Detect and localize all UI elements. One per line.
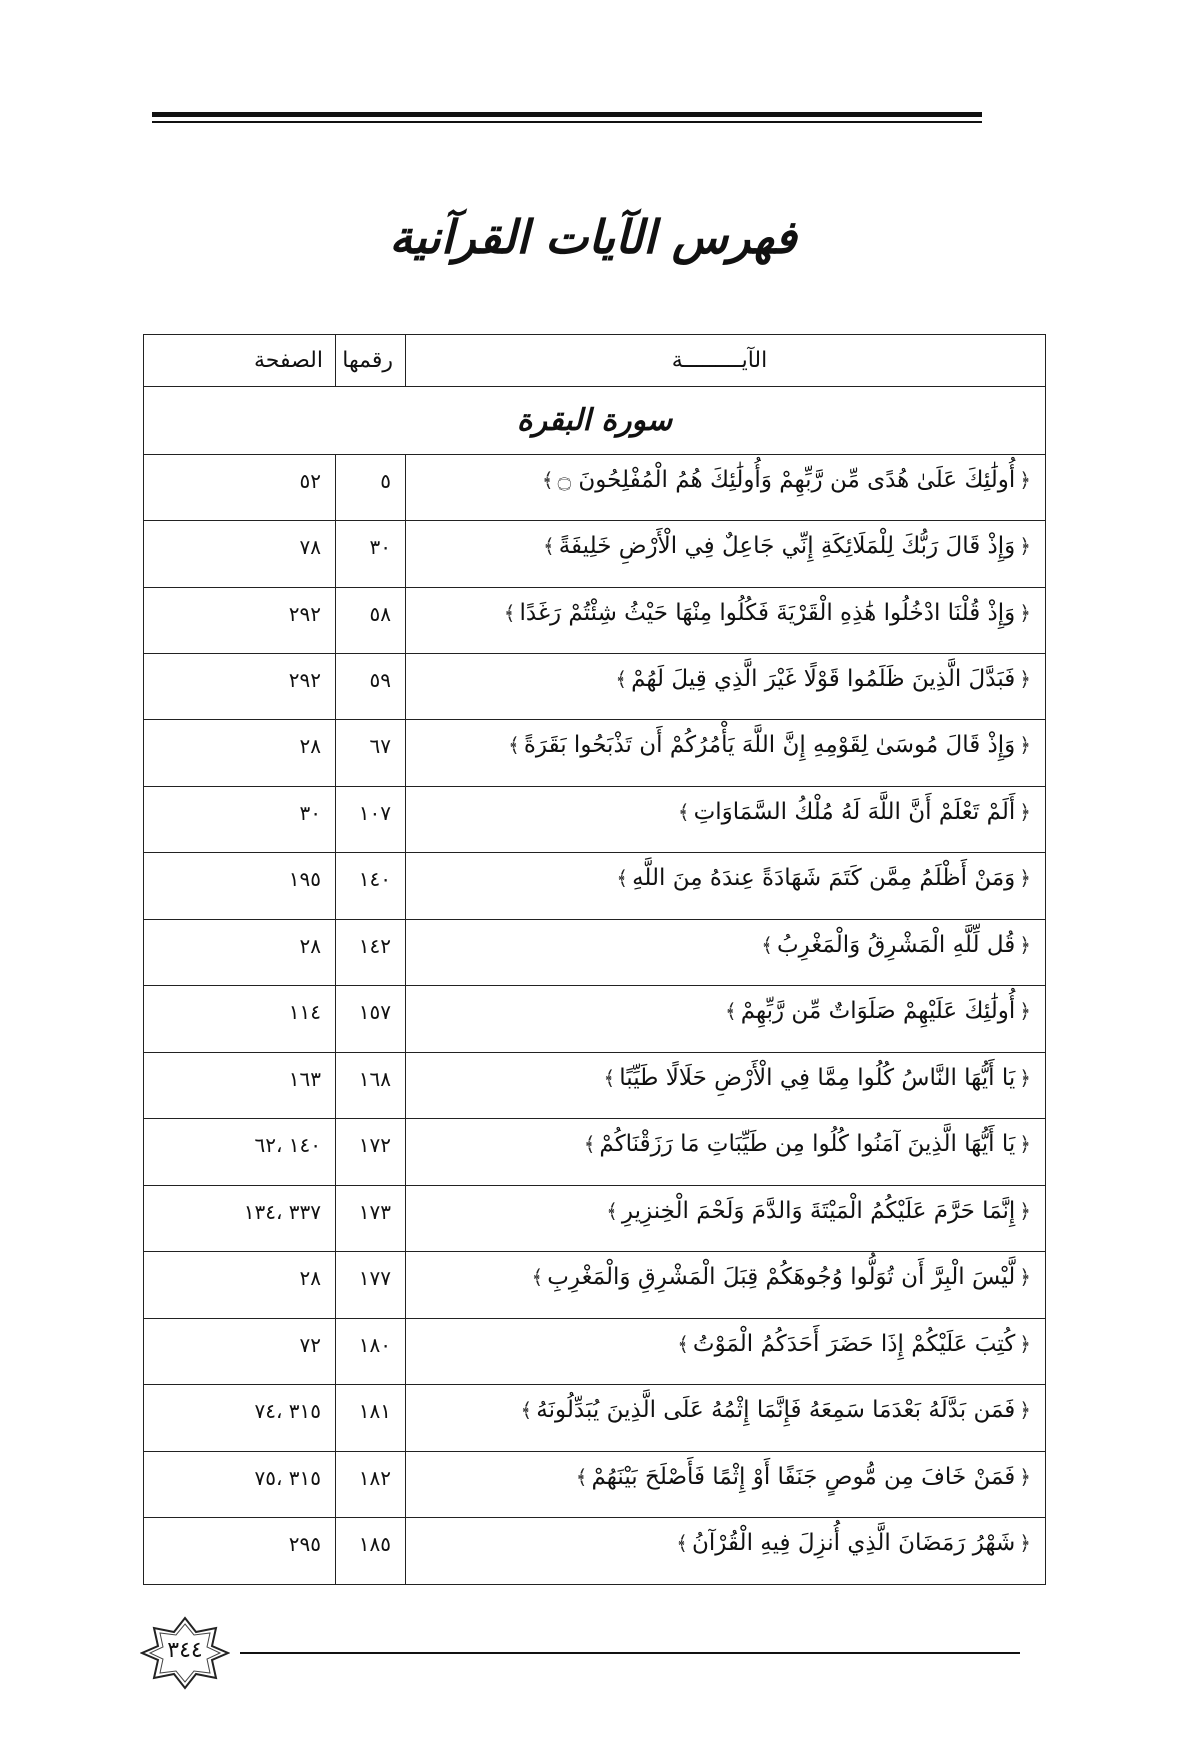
ornate-bracket-open: ﴿ bbox=[1019, 667, 1031, 691]
page-reference-cell: ٢٨ bbox=[144, 919, 336, 985]
ornate-bracket-open: ﴿ bbox=[1019, 1531, 1031, 1556]
ornate-bracket-close: ﴾ bbox=[503, 600, 516, 625]
ornate-bracket-close: ﴾ bbox=[542, 534, 555, 559]
ayah-text: يَا أَيُّهَا الَّذِينَ آمَنُوا كُلُوا مِن طَيِّبَاتِ مَا رَزَقْنَاكُمْ bbox=[599, 1131, 1016, 1158]
ayah-text: وَمَنْ أَظْلَمُ مِمَّن كَتَمَ شَهَادَةً عِندَهُ مِنَ اللَّهِ bbox=[632, 865, 1016, 892]
ayah-text: فَمَنْ خَافَ مِن مُّوصٍ جَنَفًا أَوْ إِثْمًا فَأَصْلَحَ بَيْنَهُمْ bbox=[591, 1463, 1016, 1490]
table-row bbox=[144, 919, 1046, 985]
ornate-bracket-close: ﴾ bbox=[603, 1065, 616, 1090]
ayah-text: شَهْرُ رَمَضَانَ الَّذِي أُنزِلَ فِيهِ الْقُرْآنُ bbox=[691, 1530, 1016, 1557]
page-title: فهرس الآيات القرآنية bbox=[389, 210, 797, 264]
page-reference-cell: ٧٢ bbox=[144, 1318, 336, 1384]
ayah-text: لَّيْسَ الْبِرَّ أَن تُوَلُّوا وُجُوهَكُمْ قِبَلَ الْمَشْرِقِ وَالْمَغْرِبِ bbox=[547, 1264, 1016, 1291]
ayah-cell bbox=[406, 1318, 1046, 1384]
table-row bbox=[144, 1318, 1046, 1384]
ayah-text: أُولَٰئِكَ عَلَيْهِمْ صَلَوَاتٌ مِّن رَّبِّهِمْ bbox=[740, 998, 1016, 1025]
page-reference-cell: ٣١٥ ،٧٥ bbox=[144, 1451, 336, 1517]
ornate-bracket-open: ﴿ bbox=[1019, 534, 1031, 559]
page-reference-cell: ٢٩٢ bbox=[144, 587, 336, 653]
table-row bbox=[144, 1119, 1046, 1185]
ornate-bracket-close: ﴾ bbox=[677, 799, 690, 824]
table-row bbox=[144, 454, 1046, 520]
page-reference-cell: ٢٨ bbox=[144, 720, 336, 786]
page-reference-cell: ٣٣٧ ،١٣٤ bbox=[144, 1185, 336, 1251]
ayah-cell bbox=[406, 1185, 1046, 1251]
surah-heading-row bbox=[144, 387, 1046, 455]
header-rule-thin bbox=[152, 121, 982, 123]
ayah-number-cell: ٥ bbox=[336, 454, 406, 520]
ornate-bracket-close: ﴾ bbox=[616, 866, 629, 891]
table-header-row bbox=[144, 335, 1046, 387]
ornate-bracket-close: ﴾ bbox=[677, 1331, 689, 1356]
page-reference-cell: ٣١٥ ،٧٤ bbox=[144, 1385, 336, 1451]
ayah-cell bbox=[406, 786, 1046, 852]
ayah-cell bbox=[406, 853, 1046, 919]
page-reference-cell: ١٦٣ bbox=[144, 1052, 336, 1118]
ornate-bracket-close: ﴾ bbox=[724, 999, 737, 1024]
page-reference-cell: ١٤٠ ،٦٢ bbox=[144, 1119, 336, 1185]
table-row bbox=[144, 654, 1046, 720]
page-reference-cell: ٣٠ bbox=[144, 786, 336, 852]
table-row bbox=[144, 587, 1046, 653]
header-rule-thick bbox=[152, 112, 982, 117]
ayah-number-cell: ٦٧ bbox=[336, 720, 406, 786]
ornate-bracket-open: ﴿ bbox=[1019, 932, 1031, 957]
ayah-text: يَا أَيُّهَا النَّاسُ كُلُوا مِمَّا فِي الْأَرْضِ حَلَالًا طَيِّبًا bbox=[619, 1064, 1016, 1091]
ornate-bracket-open: ﴿ bbox=[1019, 1464, 1031, 1489]
page-reference-cell: ٢٨ bbox=[144, 1252, 336, 1318]
ayah-cell bbox=[406, 986, 1046, 1052]
table-row bbox=[144, 521, 1046, 587]
ornate-bracket-open: ﴿ bbox=[1019, 1398, 1031, 1423]
table-row bbox=[144, 1451, 1046, 1517]
ornate-bracket-open: ﴿ bbox=[1019, 1265, 1031, 1290]
ayah-cell bbox=[406, 1451, 1046, 1517]
ayah-number-cell: ١٧٣ bbox=[336, 1185, 406, 1251]
ornate-bracket-open: ﴿ bbox=[1019, 1132, 1031, 1157]
ornate-bracket-open: ﴿ bbox=[1019, 1065, 1031, 1090]
table-row bbox=[144, 1385, 1046, 1451]
ayah-cell bbox=[406, 1385, 1046, 1451]
ornate-bracket-close: ﴾ bbox=[508, 733, 520, 758]
column-header-ayah: الآيـــــــــة bbox=[406, 335, 1046, 387]
page-number-badge bbox=[140, 1616, 230, 1690]
ayah-number-cell: ١٨٠ bbox=[336, 1318, 406, 1384]
page-number: ٣٤٤ bbox=[167, 1638, 203, 1663]
ayah-cell bbox=[406, 654, 1046, 720]
ornate-bracket-close: ﴾ bbox=[520, 1398, 533, 1423]
page-reference-cell: ٥٢ bbox=[144, 454, 336, 520]
footer-rule bbox=[240, 1652, 1020, 1654]
surah-heading: سورة البقرة bbox=[144, 387, 1046, 455]
ayah-text: أُولَٰئِكَ عَلَىٰ هُدًى مِّن رَّبِّهِمْ وَأُولَٰئِكَ هُمُ الْمُفْلِحُونَ ۝ bbox=[557, 466, 1016, 493]
ayah-cell bbox=[406, 1252, 1046, 1318]
table-row bbox=[144, 1518, 1046, 1585]
ornate-bracket-close: ﴾ bbox=[575, 1464, 588, 1489]
ornate-bracket-open: ﴿ bbox=[1019, 1331, 1031, 1356]
table-row bbox=[144, 986, 1046, 1052]
ornate-bracket-close: ﴾ bbox=[606, 1198, 618, 1223]
ayah-text: فَبَدَّلَ الَّذِينَ ظَلَمُوا قَوْلًا غَيْرَ الَّذِي قِيلَ لَهُمْ bbox=[631, 666, 1016, 692]
ayah-number-cell: ١٨٢ bbox=[336, 1451, 406, 1517]
table-row bbox=[144, 853, 1046, 919]
table-row bbox=[144, 1185, 1046, 1251]
ayah-number-cell: ٣٠ bbox=[336, 521, 406, 587]
ornate-bracket-close: ﴾ bbox=[541, 467, 554, 492]
page-reference-cell: ١٩٥ bbox=[144, 853, 336, 919]
ayah-cell bbox=[406, 1052, 1046, 1118]
quran-verses-index-table bbox=[143, 334, 1046, 1585]
ornate-bracket-open: ﴿ bbox=[1019, 799, 1031, 824]
ayah-cell bbox=[406, 1518, 1046, 1585]
ayah-cell bbox=[406, 1119, 1046, 1185]
ayah-text: وَإِذْ قُلْنَا ادْخُلُوا هَٰذِهِ الْقَرْيَةَ فَكُلُوا مِنْهَا حَيْثُ شِئْتُمْ رَغَدًا bbox=[519, 599, 1016, 626]
column-header-page: الصفحة bbox=[144, 335, 336, 387]
ornate-bracket-close: ﴾ bbox=[676, 1531, 688, 1556]
ornate-bracket-open: ﴿ bbox=[1019, 999, 1031, 1024]
page-reference-cell: ٢٩٥ bbox=[144, 1518, 336, 1585]
ornate-bracket-close: ﴾ bbox=[583, 1132, 596, 1157]
table-row bbox=[144, 1052, 1046, 1118]
ornate-bracket-close: ﴾ bbox=[761, 932, 773, 957]
ornate-bracket-close: ﴾ bbox=[615, 667, 628, 691]
ayah-number-cell: ٥٨ bbox=[336, 587, 406, 653]
ayah-text: وَإِذْ قَالَ رَبُّكَ لِلْمَلَائِكَةِ إِنِّي جَاعِلٌ فِي الْأَرْضِ خَلِيفَةً bbox=[558, 533, 1016, 560]
ornate-bracket-open: ﴿ bbox=[1019, 467, 1031, 492]
page-reference-cell: ٧٨ bbox=[144, 521, 336, 587]
ayah-number-cell: ١٦٨ bbox=[336, 1052, 406, 1118]
ayah-cell bbox=[406, 720, 1046, 786]
ayah-cell bbox=[406, 587, 1046, 653]
table-row bbox=[144, 786, 1046, 852]
table-row bbox=[144, 1252, 1046, 1318]
ayah-number-cell: ١٠٧ bbox=[336, 786, 406, 852]
ayah-text: وَإِذْ قَالَ مُوسَىٰ لِقَوْمِهِ إِنَّ اللَّهَ يَأْمُرُكُمْ أَن تَذْبَحُوا بَقَرَةً bbox=[523, 732, 1016, 759]
ornate-bracket-close: ﴾ bbox=[531, 1265, 544, 1290]
ayah-number-cell: ١٤٢ bbox=[336, 919, 406, 985]
ayah-text: أَلَمْ تَعْلَمْ أَنَّ اللَّهَ لَهُ مُلْكُ السَّمَاوَاتِ bbox=[693, 798, 1016, 825]
ayah-cell bbox=[406, 919, 1046, 985]
ayah-number-cell: ٥٩ bbox=[336, 654, 406, 720]
page-reference-cell: ١١٤ bbox=[144, 986, 336, 1052]
column-header-number: رقمها bbox=[336, 335, 406, 387]
ayah-number-cell: ١٨٥ bbox=[336, 1518, 406, 1585]
table-row bbox=[144, 720, 1046, 786]
ayah-number-cell: ١٤٠ bbox=[336, 853, 406, 919]
page-reference-cell: ٢٩٢ bbox=[144, 654, 336, 720]
ayah-number-cell: ١٧٧ bbox=[336, 1252, 406, 1318]
ayah-cell bbox=[406, 521, 1046, 587]
ornate-bracket-open: ﴿ bbox=[1019, 866, 1031, 891]
ayah-text: فَمَن بَدَّلَهُ بَعْدَمَا سَمِعَهُ فَإِنَّمَا إِثْمُهُ عَلَى الَّذِينَ يُبَدِّلُونَهُ bbox=[536, 1397, 1016, 1424]
ayah-number-cell: ١٧٢ bbox=[336, 1119, 406, 1185]
ayah-text: إِنَّمَا حَرَّمَ عَلَيْكُمُ الْمَيْتَةَ وَالدَّمَ وَلَحْمَ الْخِنزِيرِ bbox=[621, 1197, 1016, 1224]
ornate-bracket-open: ﴿ bbox=[1019, 733, 1031, 758]
ayah-text: كُتِبَ عَلَيْكُمْ إِذَا حَضَرَ أَحَدَكُمُ الْمَوْتُ bbox=[692, 1330, 1016, 1357]
ayah-number-cell: ١٨١ bbox=[336, 1385, 406, 1451]
ayah-text: قُل لِّلَّهِ الْمَشْرِقُ وَالْمَغْرِبُ bbox=[776, 931, 1016, 958]
ornate-bracket-open: ﴿ bbox=[1019, 1198, 1031, 1223]
ayah-cell bbox=[406, 454, 1046, 520]
ayah-number-cell: ١٥٧ bbox=[336, 986, 406, 1052]
ornate-bracket-open: ﴿ bbox=[1019, 600, 1031, 625]
